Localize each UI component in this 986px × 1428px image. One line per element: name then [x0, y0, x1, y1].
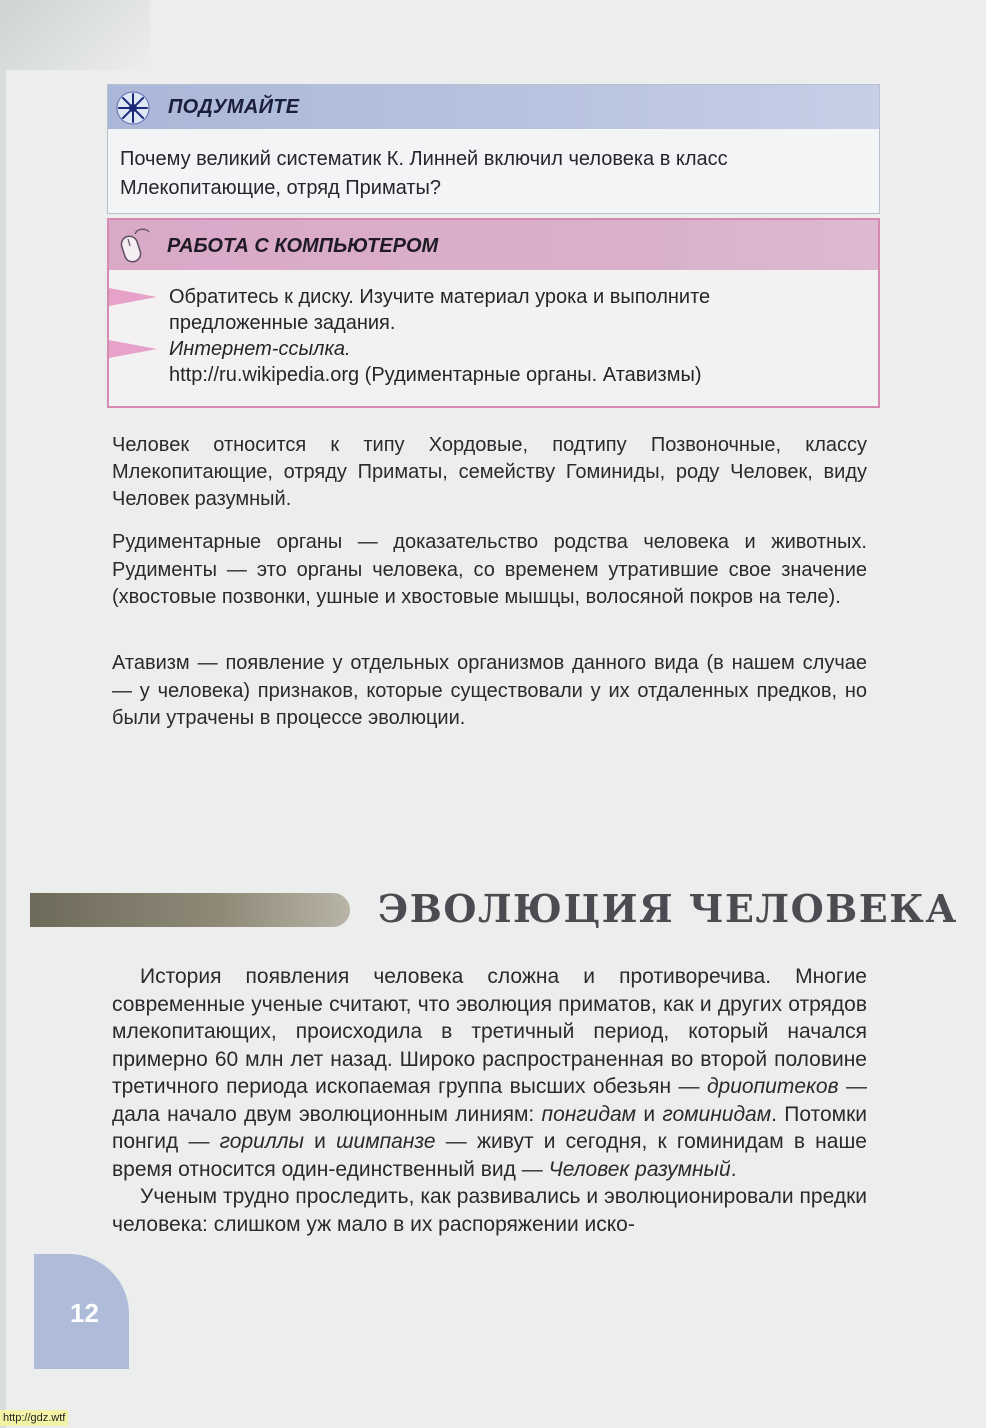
think-box [107, 84, 880, 214]
computer-instructions [169, 284, 879, 388]
internet-link[interactable]: http://ru.wikipedia.org (Рудиментарные органы. Атавизмы) [169, 364, 702, 386]
internet-link-label: Интернет-ссылка. [169, 338, 351, 360]
computer-title: РАБОТА С КОМПЬЮТЕРОМ [167, 235, 439, 257]
classification-paragraph: Человек относится к типу Хордовые, подтипу Позвоночные, классу Млекопитающие, отряду Приматы, семейству Гоминиды, роду Человек, виду Человек разумный. [112, 434, 867, 510]
computer-box [107, 218, 880, 408]
think-question: Почему великий систематик К. Линней включил человека в класс Млекопитающие, отряд Приматы? [120, 148, 728, 199]
think-title: ПОДУМАЙТЕ [168, 96, 300, 118]
spark-icon [116, 91, 150, 125]
computer-header [109, 220, 878, 270]
rudiments-paragraph: Рудиментарные органы — доказательство родства человека и животных. Рудименты — это органы человека, со временем утратившие свое значение (хвостовые позвонки, ушные и хвостовые мышцы, волосяной покров на теле). [112, 531, 867, 608]
evolution-text [112, 963, 867, 1238]
source-url-tag[interactable]: http://gdz.wtf [0, 1410, 68, 1426]
evolution-paragraph-1: История появления человека сложна и противоречива. Многие современные ученые считают, что эволюция приматов, как и других отрядов млекопитающих, происходила в третичный период, который начался примерно 60 млн лет назад. Широко распространенная во второй половине третичного периода ископаемая группа высших обезьян — дриопитеков — дала начало двум эволюционным линиям: понгидам и гоминидам. Потомки понгид — гориллы и шимпанзе — живут и сегодня, к гоминидам в наше время относится один-единственный вид — Человек разумный. [112, 965, 867, 1181]
page-edge [0, 0, 6, 1428]
think-header [108, 85, 879, 129]
section-title: ЭВОЛЮЦИЯ ЧЕЛОВЕКА [378, 886, 958, 931]
computer-mouse-icon [117, 226, 153, 266]
arrow-marker-icon [109, 284, 161, 310]
computer-line-2: предложенные задания. [169, 312, 396, 334]
computer-line-1: Обратитесь к диску. Изучите материал урока и выполните [169, 286, 711, 308]
evolution-paragraph-2: Ученым трудно проследить, как развивались и эволюционировали предки человека: слишком уж мало в их распоряжении иско- [112, 1185, 867, 1236]
section-header-bar [30, 893, 350, 927]
corner-shade [0, 0, 150, 70]
arrow-marker-icon [109, 336, 161, 362]
atavism-paragraph: Атавизм — появление у отдельных организмов данного вида (в нашем случае — у человека) признаков, которые существовали у их отдаленных предков, но были утрачены в процессе эволюции. [112, 652, 867, 729]
page-number: 12 [70, 1298, 99, 1328]
